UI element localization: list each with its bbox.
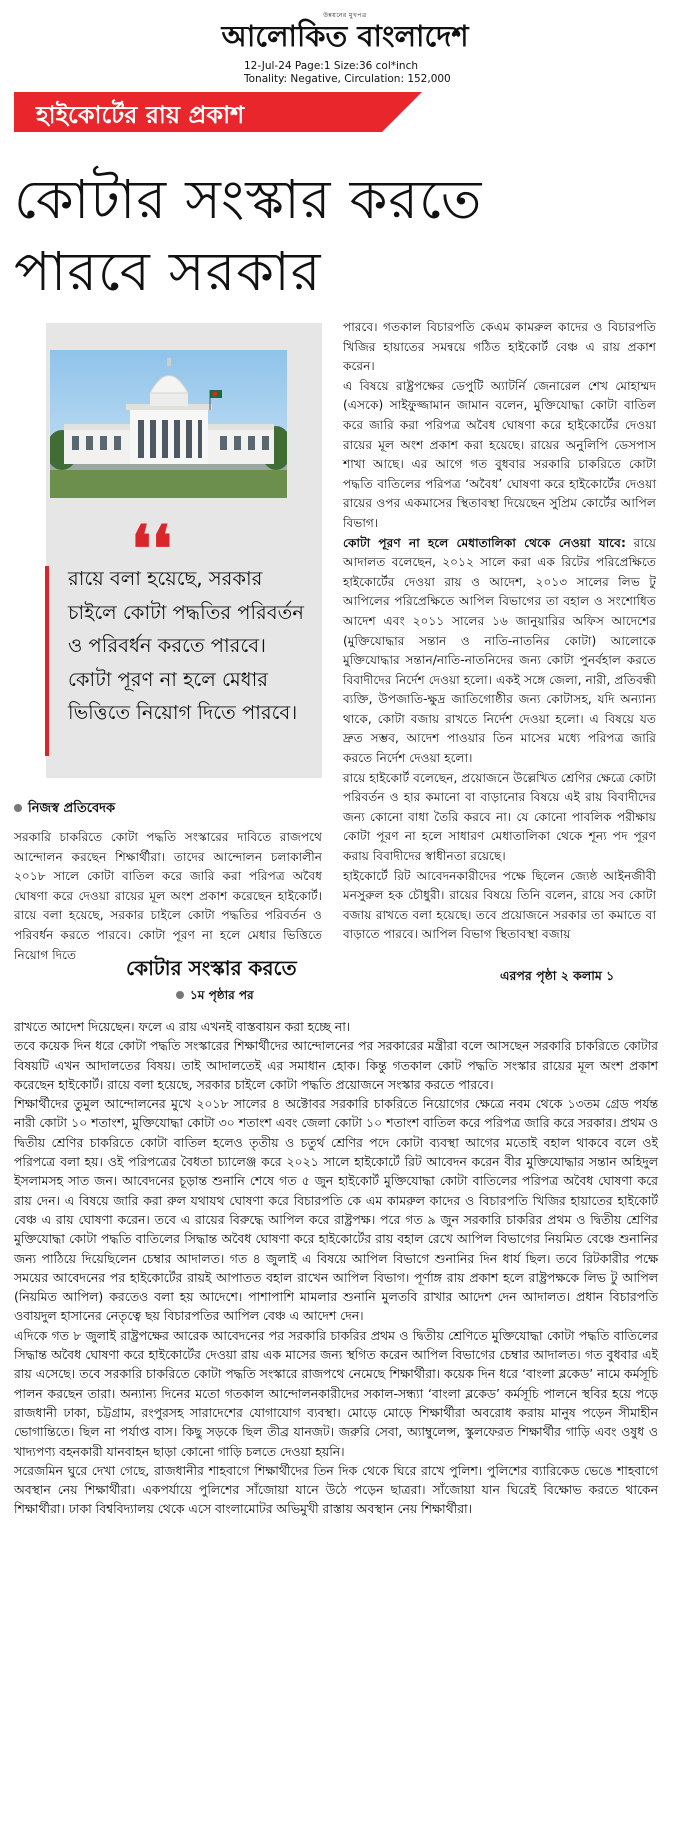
byline-text: নিজস্ব প্রতিবেদক [28,801,116,816]
headline-line-2: পারবে সরকার [14,240,322,303]
masthead-name: আলোকিত বাংলাদেশ [221,19,469,53]
continuation-paragraph: তবে কয়েক দিন ধরে কোটা পদ্ধতি সংস্কারের শিক্ষার্থীদের আন্দোলনের পর সরকারের মন্ত্রীরা বলে আসছেন সরকারি চাকরিতে কোটার বিষয়টি এখন আদালতের বিষয়। তাই আদালতেই এর সমাধান হোক। কিন্তু গতকাল কোট পদ্ধতি সংস্কার রায়ের মূল অংশ প্রকাশ করেছেন হাইকোর্ট। রায়ে বলা হয়েছে, সরকার চাইলে কোটা পদ্ধতি প্রয়োজনে সংস্কার করতে পারবে। [14,1038,658,1092]
high-court-building-image [50,350,287,498]
right-paragraph-4: রায়ে হাইকোর্ট বলেছেন, প্রয়োজনে উল্লেখিত শ্রেণির ক্ষেত্রে কোটা পরিবর্তন ও হার কমানো বা বাড়ানোর বিষয়ে এই রায় বিবাদীদের জন্য কোনো বাধা তৈরি করবে না। যে কোনো পাবলিক পরীক্ষায় কোটা পূরণ না হলে সাধারণ মেধাতালিকা থেকে শূন্য পদ পূরণ করায় বিবাদীদের স্বাধীনতা রয়েছে। [343,770,656,864]
lead-paragraph: সরকারি চাকরিতে কোটা পদ্ধতি সংস্কারের দাবিতে রাজপথে আন্দোলন করছেন শিক্ষার্থীরা। তাদের আন্দোলন চলাকালীন ২০১৮ সালে কোটা বাতিল করে জারি করা পরিপত্র অবৈধ ঘোষণা করে দেওয়া রায়ের মূল অংশ প্রকাশ করেছেন হাইকোর্ট। রায়ে বলা হয়েছে, সরকার চাইলে কোটা পদ্ধতির পরিবর্তন ও পরিবর্ধন করতে পারবে। কোটা পূরণ না হলে মেধার ভিত্তিতে নিয়োগ দিতে [14,830,322,962]
subhead-inline: কোটা পূরণ না হলে মেধাতালিকা থেকে নেওয়া যাবে: [343,535,626,550]
right-paragraph-3-text: রায়ে আদালত বলেছেন, ২০১২ সালে করা এক রিটের পরিপ্রেক্ষিতে হাইকোর্টের দেওয়া রায় ও আদেশ, ২০১৩ সালের লিভ টু আপিলের পরিপ্রেক্ষিতে আপিল বিভাগের তা বহাল ও সংশোধিত আদেশ এবং ২০১১ সালের ১৬ জানুয়ারির অফিস আদেশের (মুক্তিযোদ্ধার সন্তান ও নাতি-নাতনির কোটা) আলোকে মুক্তিযোদ্ধার সন্তান/নাতি-নাতনিদের জন্য কোটা পুনর্বহাল করতে বিবাদীদের নির্দেশ দেওয়া হলো। একই সঙ্গে জেলা, নারী, প্রতিবন্ধী ব্যক্তি, উপজাতি-ক্ষুদ্র জাতিগোষ্ঠীর জন্য কোটাসহ, যদি অন্যান্য থাকে, কোটা বজায় রাখতে নির্দেশ দেওয়া হলো। এ বিষয়ে যত দ্রুত সম্ভব, আদেশ পাওয়ার তিন মাসের মধ্যে পরিপত্র জারি করতে নির্দেশ দেওয়া হলো। [343,535,656,766]
right-paragraph-1: পারবে। গতকাল বিচারপতি কেএম কামরুল কাদের ও বিচারপতি খিজির হায়াতের সমন্বয়ে গঠিত হাইকোর্ট বেঞ্চ এ রায় প্রকাশ করেন। [343,320,656,374]
continuation-body [14,1017,658,1519]
quote-mark-icon: ❛❛ [131,512,173,587]
jump-line: এরপর পৃষ্ঠা ২ কলাম ১ [500,968,615,983]
headline [14,164,654,308]
byline [14,799,115,820]
continuation-paragraph: রাখতে আদেশ দিয়েছেন। ফলে এ রায় এখনই বাস্তবায়ন করা হচ্ছে না। [14,1019,351,1034]
continuation-paragraph: এদিকে গত ৮ জুলাই রাষ্ট্রপক্ষের আরেক আবেদনের পর সরকারি চাকরির প্রথম ও দ্বিতীয় শ্রেণিতে মুক্তিযোদ্ধা কোটা পদ্ধতি বাতিলের সিদ্ধান্ত অবৈধ ঘোষণা করে হাইকোর্টের দেওয়া রায় এক মাসের জন্য স্থগিত করেন আপিল বিভাগের চেম্বার আদালত। গত বুধবার এই রায় এসেছে। তবে সরকারি চাকরিতে কোটা পদ্ধতি সংস্কারে রাজপথে নেমেছে শিক্ষার্থীরা। কয়েক দিন ধরে ‘বাংলা ব্লকেড’ নামে কর্মসূচি পালন করছেন তারা। অন্যান্য দিনের মতো গতকাল আন্দোলনকারীদের সকাল-সন্ধ্যা ‘বাংলা ব্লকেড’ কর্মসূচি পালনে স্থবির হয়ে পড়ে রাজধানী ঢাকা, চট্টগ্রাম, রংপুরসহ সারাদেশের যোগাযোগ ব্যবস্থা। মোড়ে মোড়ে শিক্ষার্থীরা অবরোধ করায় মানুষ পড়েন সীমাহীন ভোগান্তিতে। ছিল না পর্যাপ্ত বাস। কিছু সড়কে ছিল তীব্র যানজট। জরুরি সেবা, অ্যাম্বুলেন্স, স্কুলফেরত শিক্ষার্থীর গাড়ি এবং ওষুধ ও খাদ্যপণ্য বহনকারী যানবাহন ছাড়া কোনো গাড়ি চলতে দেওয়া হয়নি। [14,1327,658,1459]
right-column [343,318,656,945]
continuation-title: কোটার সংস্কার করতে [126,956,297,980]
section-banner [14,92,422,132]
right-paragraph-2: এ বিষয়ে রাষ্ট্রপক্ষের ডেপুটি অ্যাটর্নি জেনারেল শেখ মোহাম্মদ (এসকে) সাইফুজ্জামান জামান বলেন, মুক্তিযোদ্ধা কোটা বাতিল করে জারি করা পরিপত্র অবৈধ ঘোষণা করে হাইকোর্টের দেওয়া রায়ের মূল অংশ প্রকাশ করা হয়েছে। রায়ের অনুলিপি ডেসপাস শাখা আছে। এর আগে গত বুধবার সরকারি চাকরিতে কোটা পদ্ধতি বাতিলের পরিপত্র ‘অবৈধ’ ঘোষণা করে হাইকোর্টের দেওয়া রায়ের ওপর একমাসের স্থিতাবস্থা দিয়েছেন সুপ্রিম কোর্টের আপিল বিভাগ। [343,378,656,530]
masthead [205,10,485,53]
meta-line-2: Tonality: Negative, Circulation: 152,000 [244,73,451,85]
banner-label: হাইকোর্টের রায় প্রকাশ [36,101,245,129]
bullet-icon [176,991,184,999]
continuation-paragraph: সরেজমিন ঘুরে দেখা গেছে, রাজধানীর শাহবাগে শিক্ষার্থীদের তিন দিক থেকে ঘিরে রাখে পুলিশ। পুলিশের ব্যারিকেড ভেঙে শাহবাগে অবস্থান নেয় শিক্ষার্থীরা। একপর্যায়ে পুলিশের সাঁজোয়া যানে উঠে পড়েন ছাত্ররা। সাঁজোয়া যান ঘিরেই বিক্ষোভ করতে থাকেন শিক্ষার্থীরা। ঢাকা বিশ্ববিদ্যালয় থেকে এসে বাংলামোটর অভিমুখী রাস্তায় অবস্থান নেয় শিক্ষার্থীরা। [14,1462,658,1517]
pullquote-bar [45,566,49,756]
lead-column [14,828,322,965]
meta-line-1: 12-Jul-24 Page:1 Size:36 col*inch [244,60,419,72]
right-paragraph-3 [343,534,656,769]
pullquote-text: রায়ে বলা হয়েছে, সরকার চাইলে কোটা পদ্ধতির পরিবর্তন ও পরিবর্ধন করতে পারবে। কোটা পূরণ না হলে মেধার ভিত্তিতে নিয়োগ দিতে পারবে। [68,567,304,724]
bullet-icon [14,804,22,812]
headline-line-1: কোটার সংস্কার করতে [14,168,483,231]
continuation-from-text: ১ম পৃষ্ঠার পর [190,988,254,1002]
right-paragraph-5: হাইকোর্টে রিট আবেদনকারীদের পক্ষে ছিলেন জ্যেষ্ঠ আইনজীবী মনসুরুল হক চৌধুরী। রায়ের বিষয়ে তিনি বলেন, রায়ে সব কোটা বজায় রাখতে বলা হয়েছে। তবে প্রয়োজনে সরকার তা কমাতে বা বাড়াতে পারবে। আপিল বিভাগ স্থিতাবস্থা বজায় [343,868,657,942]
continuation-from [176,987,254,1007]
continuation-paragraph: শিক্ষার্থীদের তুমুল আন্দোলনের মুখে ২০১৮ সালের ৪ অক্টোবর সরকারি চাকরিতে নিয়োগের ক্ষেত্রে নবম থেকে ১৩তম গ্রেড পর্যন্ত নারী কোটা ১০ শতাংশ, মুক্তিযোদ্ধা কোটা ৩০ শতাংশ এবং জেলা কোটা ১০ শতাংশ বাতিল করে পরিপত্র জারি করে সরকার। প্রথম ও দ্বিতীয় শ্রেণির চাকরিতে কোটা বাতিল হলেও তৃতীয় ও চতুর্থ শ্রেণির পদে কোটা ব্যবস্থা আগের মতোই বহাল থাকবে বলে ওই পরিপত্রে বলা হয়। ওই পরিপত্রের বৈধতা চ্যালেঞ্জ করে ২০২১ সালে হাইকোর্টে রিট আবেদন করেন বীর মুক্তিযোদ্ধার সন্তান অহিদুল ইসলামসহ সাত জন। আবেদনের চূড়ান্ত শুনানি শেষে গত ৫ জুন হাইকোর্ট মুক্তিযোদ্ধা কোটা বাতিলের পরিপত্র অবৈধ ঘোষণা করে রায় দেন। এ বিষয়ে জারি করা রুল যথাযথ ঘোষণা করে বিচারপতি কে এম কামরুল কাদের ও বিচারপতি খিজির হায়াতের হাইকোর্ট বেঞ্চ এ রায় ঘোষণা করেন। তবে এ রায়ের বিরুদ্ধে আপিল করে রাষ্ট্রপক্ষ। পরে গত ৯ জুন সরকারি চাকরির প্রথম ও দ্বিতীয় শ্রেণির মুক্তিযোদ্ধা কোটা পদ্ধতি বাতিলের সিদ্ধান্ত অবৈধ ঘোষণা করে হাইকোর্টের রায় বহাল রেখে আপিল বিভাগের নিয়মিত বেঞ্চে শুনানির জন্য পাঠিয়ে দিয়েছিলেন চেম্বার আদালত। গত ৪ জুলাই এ বিষয়ে আপিল বিভাগে শুনানির দিন ধার্য ছিল। তবে রিটকারীর পক্ষে সময়ের আবেদনের পর হাইকোর্টের রায়ই আপাতত বহাল রাখেন আপিল বিভাগ। পূর্ণাঙ্গ রায় প্রকাশ হলে রাষ্ট্রপক্ষকে লিভ টু আপিল (নিয়মিত আপিল) করতেও বলা হয় আদেশে। পাশাপাশি মামলার শুনানি মুলতবি রাখার আদেশ দেন আদালত। প্রধান বিচারপতি ওবায়দুল হাসানের নেতৃত্বে ছয় বিচারপতির আপিল বেঞ্চ এ আদেশ দেন। [14,1096,658,1324]
clipping-meta [244,60,451,86]
masthead-tagline: উন্নয়নের মুখপত্র [323,12,367,19]
